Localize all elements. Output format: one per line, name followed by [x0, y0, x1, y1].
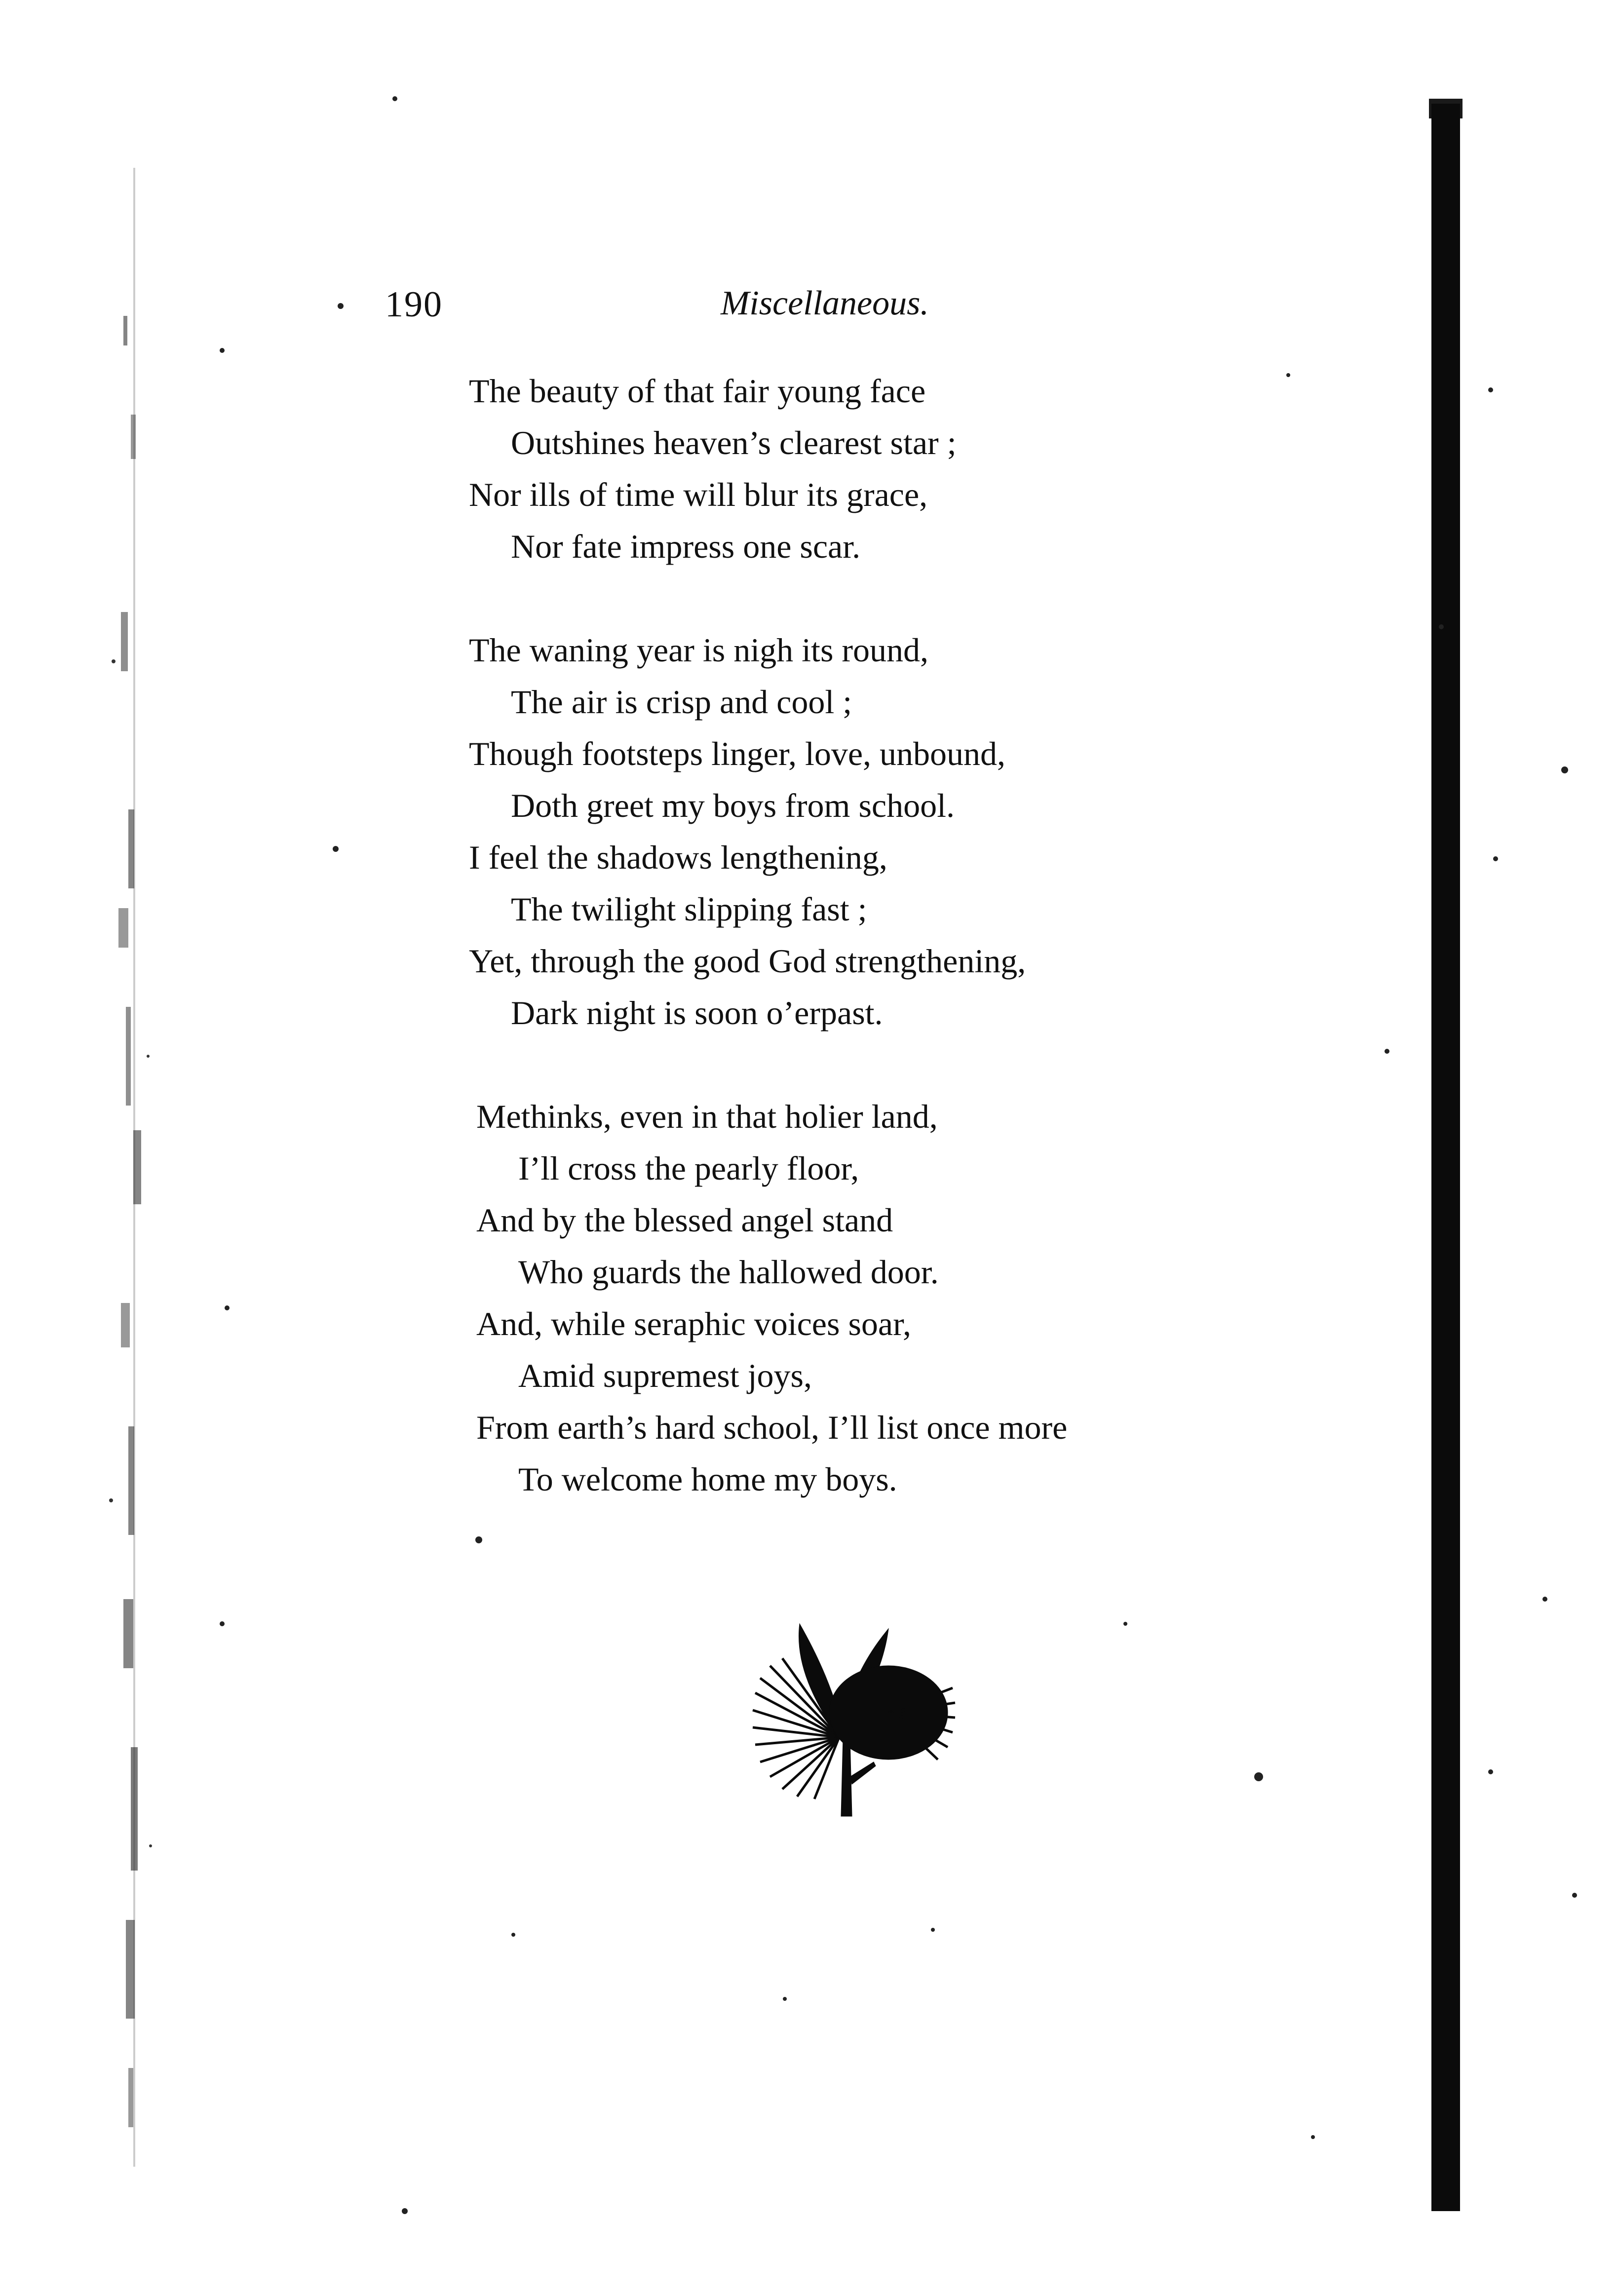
page-number: 190 — [385, 284, 443, 325]
poem-line: The beauty of that fair young face — [469, 372, 926, 410]
poem-line: Who guards the hallowed door. — [518, 1253, 939, 1291]
palm-ornament-icon — [740, 1614, 958, 1831]
poem-line: Doth greet my boys from school. — [511, 787, 955, 824]
poem-line: From earth’s hard school, I’ll list once more — [476, 1409, 1068, 1446]
poem-line: Though footsteps linger, love, unbound, — [469, 735, 1006, 772]
stanza-2 — [469, 624, 1308, 1039]
poem-line: Yet, through the good God strengthening, — [469, 942, 1026, 980]
poem-line: The waning year is nigh its round, — [469, 631, 929, 669]
poem-line: I feel the shadows lengthening, — [469, 839, 887, 876]
poem-line: Nor ills of time will blur its grace, — [469, 476, 928, 513]
poem-line: And, while seraphic voices soar, — [476, 1305, 912, 1342]
poem-line: Nor fate impress one scar. — [511, 528, 861, 565]
poem-line: Outshines heaven’s clearest star ; — [511, 424, 957, 461]
poem-line: I’ll cross the pearly floor, — [518, 1149, 859, 1187]
running-head: Miscellaneous. — [721, 284, 929, 322]
gutter-scan-noise — [104, 168, 168, 2167]
poem-line: Amid supremest joys, — [518, 1357, 812, 1394]
poem-line: Methinks, even in that holier land, — [476, 1098, 938, 1135]
poem-line: The air is crisp and cool ; — [511, 683, 852, 721]
stanza-3 — [476, 1091, 1315, 1505]
poem-line: The twilight slipping fast ; — [511, 890, 867, 928]
poem-line: And by the blessed angel stand — [476, 1201, 893, 1239]
poem-line: Dark night is soon o’erpast. — [511, 994, 883, 1032]
poem-line: To welcome home my boys. — [518, 1460, 897, 1498]
binding-edge — [1431, 104, 1460, 2211]
stanza-1 — [469, 365, 1308, 573]
